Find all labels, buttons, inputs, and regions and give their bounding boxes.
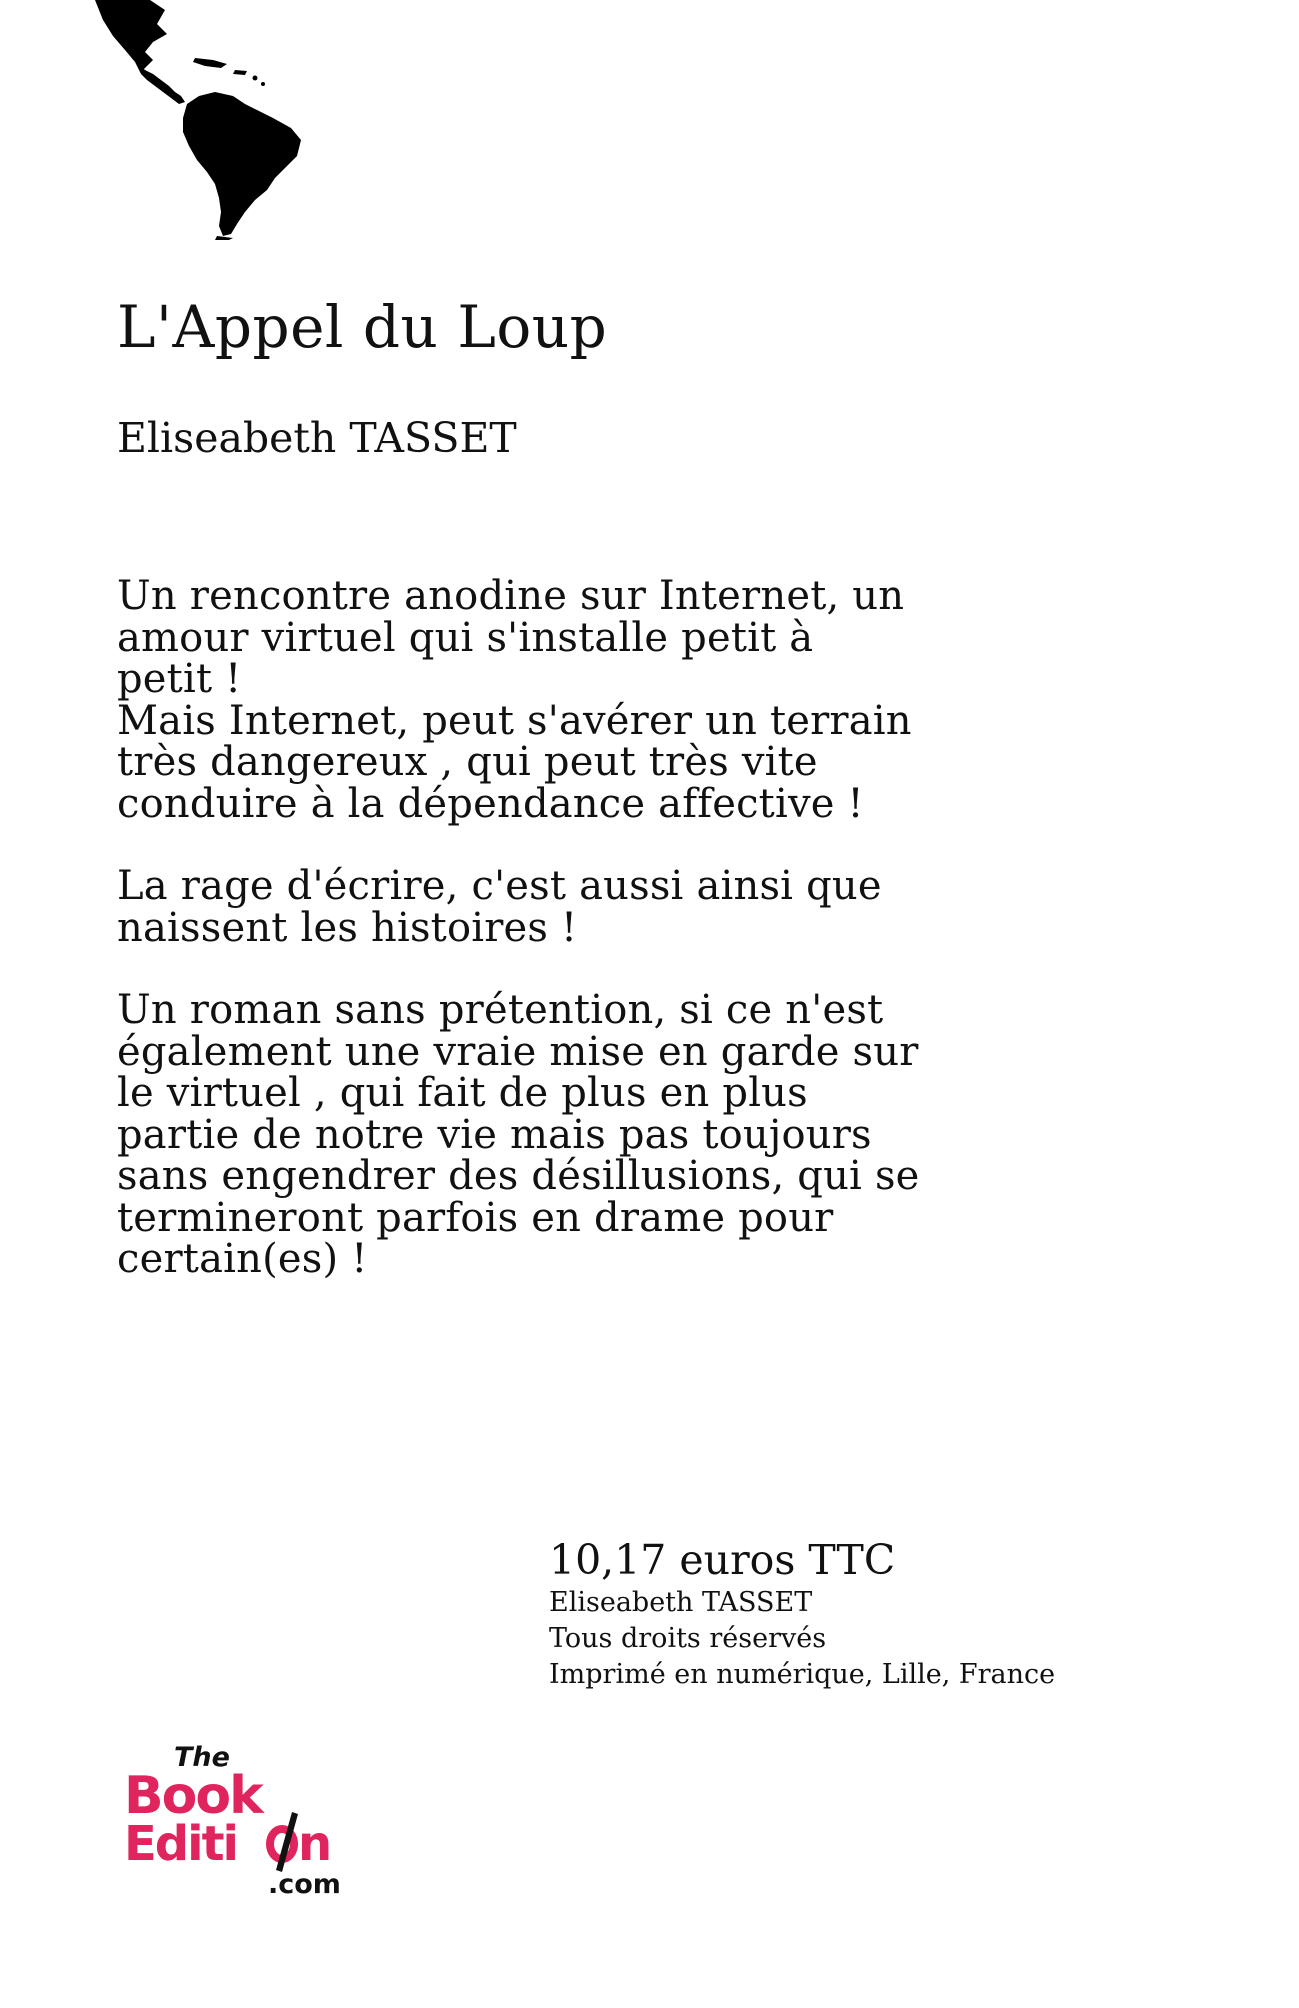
blurb-line: La rage d'écrire, c'est aussi ainsi que (117, 863, 882, 909)
logo-edition-end: n (298, 1816, 333, 1872)
blurb-line: certain(es) ! (117, 1236, 368, 1282)
blurb-paragraph (117, 863, 997, 951)
blurb-line: Un roman sans prétention, si ce n'est (117, 987, 884, 1033)
blurb-line: naissent les histoires ! (117, 904, 578, 951)
blurb-line: Un rencontre anodine sur Internet, un (117, 573, 905, 619)
blurb-line: conduire à la dépendance affective ! (117, 780, 864, 827)
logo-edition: Editi (124, 1816, 237, 1872)
blurb-line: sans engendrer des désillusions, qui se (117, 1153, 920, 1199)
blurb-line: également une vraie mise en garde sur (117, 1028, 919, 1075)
blurb-line: le virtuel , qui fait de plus en plus (117, 1070, 808, 1116)
americas-map-icon (95, 0, 325, 240)
blurb-line: partie de notre vie mais pas toujours (117, 1111, 872, 1158)
book-title: L'Appel du Loup (117, 293, 608, 361)
blurb-line: Mais Internet, peut s'avérer un terrain (117, 697, 912, 744)
blurb-line: amour virtuel qui s'installe petit à (117, 614, 814, 661)
blurb-paragraph (117, 987, 997, 1282)
price: 10,17 euros TTC (549, 1536, 896, 1584)
blurb-paragraph (117, 573, 997, 827)
thebookedition-logo (122, 1738, 362, 1898)
back-cover-blurb (117, 573, 997, 1322)
logo-the: The (174, 1742, 230, 1773)
imprint-block (549, 1535, 1209, 1693)
imprint-author: Eliseabeth TASSET (549, 1587, 813, 1618)
book-author: Eliseabeth TASSET (117, 414, 517, 462)
logo-dotcom: .com (268, 1869, 341, 1898)
imprint-printed: Imprimé en numérique, Lille, France (549, 1659, 1056, 1690)
imprint-rights: Tous droits réservés (549, 1623, 827, 1654)
logo-book: Book (124, 1766, 262, 1826)
blurb-line: petit ! (117, 656, 242, 702)
blurb-line: termineront parfois en drame pour (117, 1194, 834, 1241)
logo-pen-o-icon (270, 1812, 298, 1872)
blurb-line: très dangereux , qui peut très vite (117, 739, 818, 785)
